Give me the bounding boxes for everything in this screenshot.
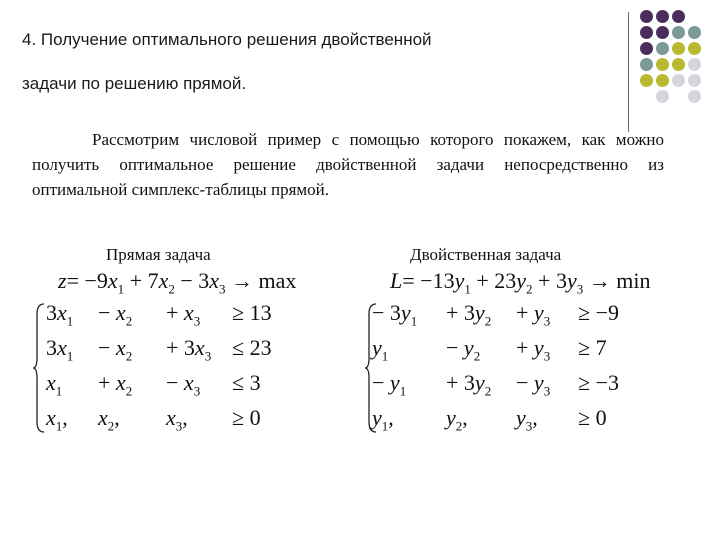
constraint-term: + $y_3$ — [516, 300, 551, 329]
decorative-dot — [656, 26, 669, 39]
decorative-dot — [672, 26, 685, 39]
decorative-dot-grid — [640, 10, 720, 120]
constraint-relation: ≥ 0 — [232, 405, 261, 430]
decorative-dot — [640, 26, 653, 39]
intro-line-2: получить оптимальное решение двойственной задачи непосредственно из — [32, 155, 664, 174]
constraint-relation: ≥ 7 — [578, 335, 607, 360]
primal-system-brace — [32, 302, 46, 434]
constraint-relation: ≤ 23 — [232, 335, 272, 360]
constraint-term: − $y_2$ — [446, 335, 481, 364]
constraint-relation: ≥ −9 — [578, 300, 619, 325]
decorative-dot — [640, 42, 653, 55]
constraint-term: $3x_1$ — [46, 300, 74, 329]
constraint-relation: ≤ 3 — [232, 370, 261, 395]
constraint-term: + $3y_2$ — [446, 300, 492, 329]
slide-title — [22, 18, 602, 106]
dual-label: Двойственная задача — [410, 245, 562, 264]
constraint-term: $3x_1$ — [46, 335, 74, 364]
constraint-term: − $x_2$ — [98, 300, 133, 329]
constraint-term: $x_3$, — [166, 405, 188, 434]
primal-objective: $z= -9x_1 + 7x_2 - 3x_3 \to \max$ — [58, 268, 297, 297]
decorative-dot — [688, 58, 701, 71]
decorative-dot — [656, 10, 669, 23]
decorative-dot — [672, 10, 685, 23]
constraint-term: + $x_2$ — [98, 370, 133, 399]
constraint-term: + $y_3$ — [516, 335, 551, 364]
constraint-term: $y_3$, — [516, 405, 538, 434]
decorative-dot — [640, 74, 653, 87]
intro-line-3: оптимальной симплекс-таблицы прямой. — [32, 180, 329, 199]
decorative-dot — [688, 90, 701, 103]
constraint-relation: ≥ 13 — [232, 300, 272, 325]
constraint-term: + $3y_2$ — [446, 370, 492, 399]
title-line-1: 4. Получение оптимального решения двойственной — [22, 30, 432, 49]
constraint-term: + $x_3$ — [166, 300, 201, 329]
constraint-term: − $x_3$ — [166, 370, 201, 399]
decorative-dot — [640, 10, 653, 23]
constraint-term: $y_2$, — [446, 405, 468, 434]
decorative-dot — [656, 90, 669, 103]
decorative-dot — [672, 42, 685, 55]
decorative-dot — [672, 74, 685, 87]
constraint-term: − $3y_1$ — [372, 300, 418, 329]
dual-objective: $L= -13y_1 + 23y_2 + 3y_3 \to \min$ — [390, 268, 651, 297]
decorative-dot — [640, 58, 653, 71]
constraint-term: − $y_1$ — [372, 370, 407, 399]
decorative-dot — [688, 42, 701, 55]
constraint-term: $y_1$ — [372, 335, 389, 364]
constraint-term: $x_1$ — [46, 370, 63, 399]
title-line-2: задачи по решению прямой. — [22, 74, 247, 93]
intro-paragraph — [32, 127, 664, 202]
constraint-term: $x_2$, — [98, 405, 120, 434]
decorative-dot — [672, 58, 685, 71]
primal-label: Прямая задача — [106, 245, 211, 264]
decorative-dot — [688, 26, 701, 39]
constraint-term: + $3x_3$ — [166, 335, 212, 364]
intro-line-1: Рассмотрим числовой пример с помощью которого покажем, как можно — [92, 130, 664, 149]
decorative-dot — [688, 74, 701, 87]
constraint-term: $y_1$, — [372, 405, 394, 434]
divider-line — [628, 12, 629, 132]
constraint-term: − $x_2$ — [98, 335, 133, 364]
constraint-term: $x_1$, — [46, 405, 68, 434]
constraint-relation: ≥ 0 — [578, 405, 607, 430]
decorative-dot — [656, 42, 669, 55]
constraint-term: − $y_3$ — [516, 370, 551, 399]
constraint-relation: ≥ −3 — [578, 370, 619, 395]
decorative-dot — [656, 74, 669, 87]
decorative-dot — [656, 58, 669, 71]
